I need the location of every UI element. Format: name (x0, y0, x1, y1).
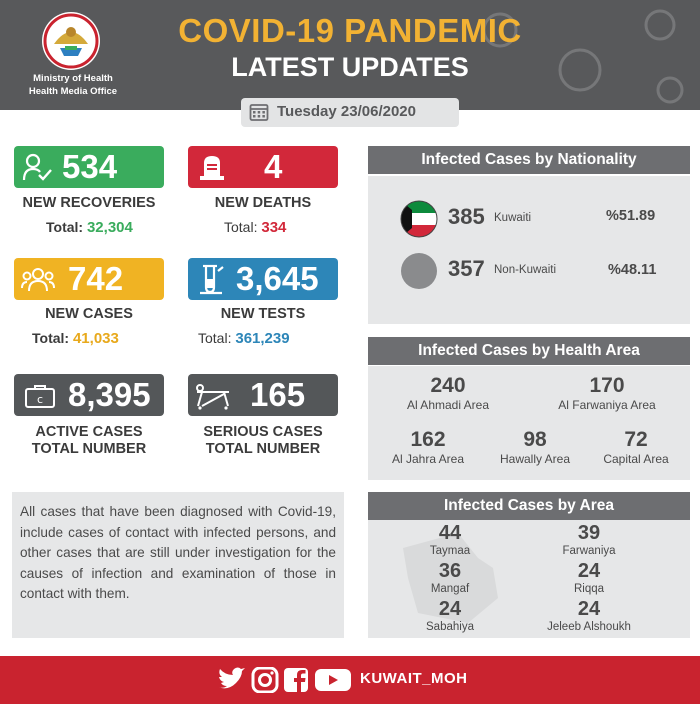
area-count: 36 (438, 560, 462, 582)
area-count: 24 (577, 598, 601, 620)
cases-total-label: Total: (32, 330, 70, 346)
area-item (402, 598, 498, 634)
area-name: Sabahiya (426, 621, 474, 633)
footer-bar (0, 656, 700, 704)
health-area-count: 72 (624, 428, 648, 451)
hospital-bed-icon (194, 382, 232, 410)
new-cases-value: 742 (68, 260, 124, 297)
tests-total-value: 361,239 (235, 330, 290, 347)
group-icon (21, 266, 55, 292)
new-recoveries-label: NEW RECOVERIES (22, 195, 156, 211)
deaths-total-value: 334 (261, 219, 287, 236)
health-area-count: 162 (410, 428, 446, 451)
area-name: Jeleeb Alshoukh (547, 621, 631, 633)
nationality-panel (368, 176, 690, 324)
instagram-icon[interactable] (253, 668, 277, 692)
serious-cases-value: 165 (250, 376, 306, 413)
serious-cases-label (188, 424, 338, 458)
health-area-name: Al Ahmadi Area (406, 398, 490, 412)
new-tests-box (188, 258, 338, 300)
active-cases-value: 8,395 (68, 376, 151, 413)
twitter-icon[interactable] (218, 668, 245, 689)
cases-total-value: 41,033 (72, 330, 119, 347)
new-deaths-value: 4 (264, 148, 283, 185)
first-aid-kit-icon (24, 384, 56, 408)
header-banner (0, 0, 700, 110)
active-cases-label (14, 424, 164, 458)
area-name: Taymaa (429, 545, 471, 557)
health-area-item (378, 374, 518, 412)
area-name: Mangaf (430, 583, 470, 595)
page-subtitle: LATEST UPDATES (231, 52, 469, 82)
active-cases-label-line1: ACTIVE CASES (35, 424, 143, 440)
kuwaiti-count: 385 (448, 204, 485, 229)
ministry-label (8, 72, 138, 98)
cases-note: All cases that have been diagnosed with Covid-19, include cases of contact with infected persons, and other cases that are still under investigation for the causes of infection and examination of those in contact with them. (12, 492, 344, 638)
kuwait-flag-icon (400, 200, 438, 238)
cases-total (32, 330, 119, 347)
health-area-item (486, 428, 584, 466)
health-area-panel-title: Infected Cases by Health Area (368, 337, 690, 365)
new-deaths-label: NEW DEATHS (214, 195, 312, 211)
facebook-icon[interactable] (284, 668, 308, 692)
kuwaiti-label: Kuwaiti (494, 212, 532, 224)
social-icons (216, 667, 352, 693)
area-panel-title: Infected Cases by Area (368, 492, 690, 520)
date-badge (241, 98, 459, 127)
health-area-name: Capital Area (603, 452, 669, 466)
new-tests-value: 3,645 (236, 260, 319, 297)
active-cases-label-line2: TOTAL NUMBER (31, 441, 147, 457)
kuwait-emblem-icon (40, 10, 102, 72)
ministry-line-1: Ministry of Health (33, 73, 113, 84)
area-name: Farwaniya (562, 545, 616, 557)
social-handle[interactable]: KUWAIT_MOH (360, 670, 468, 687)
new-tests-label: NEW TESTS (220, 306, 306, 322)
area-count: 44 (438, 522, 462, 544)
test-tube-icon (196, 263, 226, 295)
youtube-icon[interactable] (315, 669, 351, 691)
health-area-item (378, 428, 478, 466)
health-area-name: Hawally Area (499, 452, 571, 466)
new-cases-box (14, 258, 164, 300)
deaths-total-label: Total: (224, 219, 258, 235)
area-item (534, 560, 644, 596)
page-title: COVID-19 PANDEMIC (178, 12, 522, 49)
new-recoveries-box (14, 146, 164, 188)
health-area-count: 240 (430, 374, 466, 397)
kuwaiti-percent: %51.89 (606, 208, 656, 224)
svg-text:c: c (36, 393, 44, 406)
active-cases-box (14, 374, 164, 416)
tests-total (198, 330, 290, 347)
health-area-count: 98 (523, 428, 547, 451)
calendar-icon (249, 102, 269, 122)
recoveries-total (46, 219, 133, 236)
tests-total-label: Total: (198, 330, 232, 346)
date-text: Tuesday 23/06/2020 (277, 103, 416, 120)
recovered-person-icon (22, 153, 52, 181)
new-recoveries-value: 534 (62, 148, 118, 185)
area-item (402, 560, 498, 596)
area-item (518, 598, 660, 634)
deaths-total (224, 219, 286, 236)
health-area-name: Al Jahra Area (391, 452, 465, 466)
serious-cases-label-line2: TOTAL NUMBER (205, 441, 321, 457)
area-name: Riqqa (573, 583, 605, 595)
non-kuwaiti-count: 357 (448, 256, 485, 281)
ministry-line-2: Health Media Office (28, 86, 118, 97)
health-area-name: Al Farwaniya Area (558, 398, 656, 412)
health-area-count: 170 (589, 374, 625, 397)
area-panel (368, 520, 690, 638)
non-kuwaiti-percent: %48.11 (608, 262, 657, 278)
area-count: 39 (577, 522, 601, 544)
area-count: 24 (438, 598, 462, 620)
area-item (402, 522, 498, 558)
area-count: 24 (577, 560, 601, 582)
area-item (534, 522, 644, 558)
new-cases-label: NEW CASES (45, 306, 133, 322)
nationality-panel-title: Infected Cases by Nationality (368, 146, 690, 174)
health-area-panel (368, 366, 690, 480)
grey-circle-icon (400, 252, 438, 290)
recoveries-total-label: Total: (46, 219, 84, 235)
recoveries-total-value: 32,304 (86, 219, 133, 236)
serious-cases-label-line1: SERIOUS CASES (203, 424, 323, 440)
non-kuwaiti-label: Non-Kuwaiti (494, 264, 556, 276)
new-deaths-box (188, 146, 338, 188)
health-area-item (588, 428, 684, 466)
tombstone-icon (198, 153, 226, 181)
serious-cases-box (188, 374, 338, 416)
health-area-item (532, 374, 682, 412)
